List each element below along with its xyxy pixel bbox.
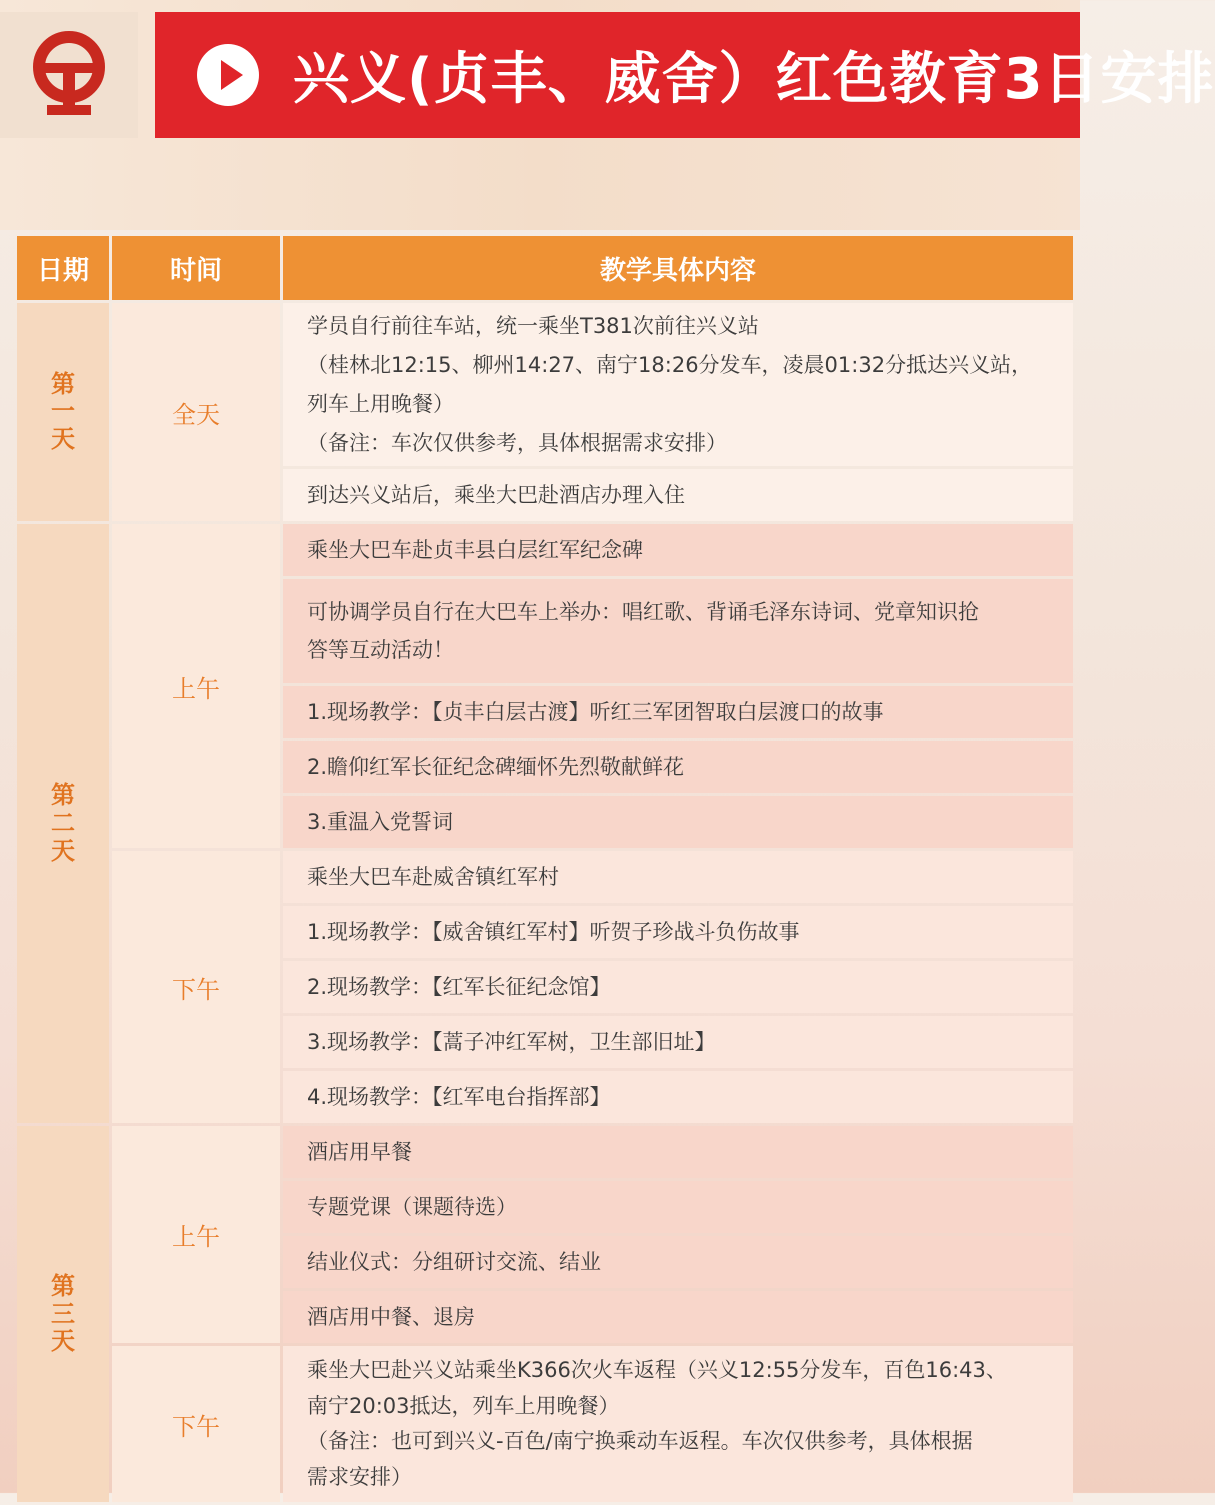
content-cell [283, 1291, 1073, 1343]
table-row [17, 303, 1073, 466]
day-cell [17, 524, 109, 1123]
content-cell [283, 1236, 1073, 1288]
content-cell [283, 686, 1073, 738]
content-line: 到达兴义站后，乘坐大巴赴酒店办理入住 [307, 482, 685, 507]
content-line: 乘坐大巴车赴贞丰县白层红军纪念碑 [307, 537, 643, 562]
content-cell [283, 796, 1073, 848]
content-cell [283, 906, 1073, 958]
table-row [17, 851, 1073, 903]
content-line: 需求安排） [307, 1465, 412, 1490]
content-line: 乘坐大巴车赴威舍镇红军村 [307, 864, 559, 889]
content-line: （桂林北12:15、柳州14:27、南宁18:26分发车，凌晨01:32分抵达兴义站， [307, 352, 1033, 377]
content-line: 酒店用中餐、退房 [307, 1304, 475, 1329]
page-title: 兴义(贞丰、威舍）红色教育3日安排 [293, 47, 1215, 112]
table-row [17, 1346, 1073, 1502]
content-line: 列车上用晚餐） [307, 391, 454, 416]
content-cell [283, 741, 1073, 793]
content-line: 专题党课（课题待选） [307, 1194, 517, 1219]
content-cell [283, 303, 1073, 466]
day-cell [17, 1126, 109, 1502]
content-cell [283, 1071, 1073, 1123]
header-date: 日期 [17, 236, 109, 300]
content-line: 4.现场教学：【红军电台指挥部】 [307, 1084, 611, 1109]
content-cell [283, 524, 1073, 576]
content-line: 酒店用早餐 [307, 1139, 412, 1164]
day-label: 第一天 [51, 369, 75, 453]
content-line: （备注：车次仅供参考，具体根据需求安排） [307, 430, 727, 455]
time-cell: 全天 [112, 303, 280, 521]
title-banner [155, 12, 1215, 138]
content-line: 1.现场教学：【贞丰白层古渡】听红三军团智取白层渡口的故事 [307, 699, 884, 724]
table-row [17, 524, 1073, 576]
table-header-row [17, 236, 1073, 300]
content-line: 3.重温入党誓词 [307, 809, 454, 834]
content-cell [283, 1016, 1073, 1068]
content-line: 结业仪式：分组研讨交流、结业 [307, 1249, 601, 1274]
day-label: 第二天 [51, 781, 75, 865]
content-line: 2.瞻仰红军长征纪念碑缅怀先烈敬献鲜花 [307, 754, 685, 779]
content-cell [283, 851, 1073, 903]
play-icon [197, 44, 259, 106]
time-cell: 上午 [112, 524, 280, 848]
content-line: 南宁20:03抵达，列车上用晚餐） [307, 1393, 620, 1418]
schedule-table [14, 233, 1076, 1505]
railway-logo [0, 12, 138, 138]
content-line: 学员自行前往车站，统一乘坐T381次前往兴义站 [307, 314, 759, 338]
day-label: 第三天 [51, 1271, 75, 1356]
time-cell: 上午 [112, 1126, 280, 1343]
content-cell [283, 469, 1073, 521]
content-cell [283, 1346, 1073, 1502]
content-line: 2.现场教学：【红军长征纪念馆】 [307, 974, 611, 999]
header-time: 时间 [112, 236, 280, 300]
content-line: 3.现场教学：【蒿子冲红军树，卫生部旧址】 [307, 1029, 716, 1054]
content-cell [283, 1126, 1073, 1178]
day-cell [17, 303, 109, 521]
railway-logo-icon [21, 27, 117, 123]
content-line: （备注：也可到兴义-百色/南宁换乘动车返程。车次仅供参考，具体根据 [307, 1429, 973, 1454]
time-cell: 下午 [112, 851, 280, 1123]
header-content: 教学具体内容 [283, 236, 1073, 300]
table-row [17, 1126, 1073, 1178]
content-line: 可协调学员自行在大巴车上举办：唱红歌、背诵毛泽东诗词、党章知识抢 [307, 599, 979, 624]
content-line: 1.现场教学：【威舍镇红军村】听贺子珍战斗负伤故事 [307, 919, 800, 944]
content-cell [283, 579, 1073, 683]
content-cell [283, 961, 1073, 1013]
content-line: 乘坐大巴赴兴义站乘坐K366次火车返程（兴义12:55分发车，百色16:43、 [307, 1358, 1007, 1382]
time-cell: 下午 [112, 1346, 280, 1502]
content-line: 答等互动活动！ [307, 638, 454, 663]
content-cell [283, 1181, 1073, 1233]
